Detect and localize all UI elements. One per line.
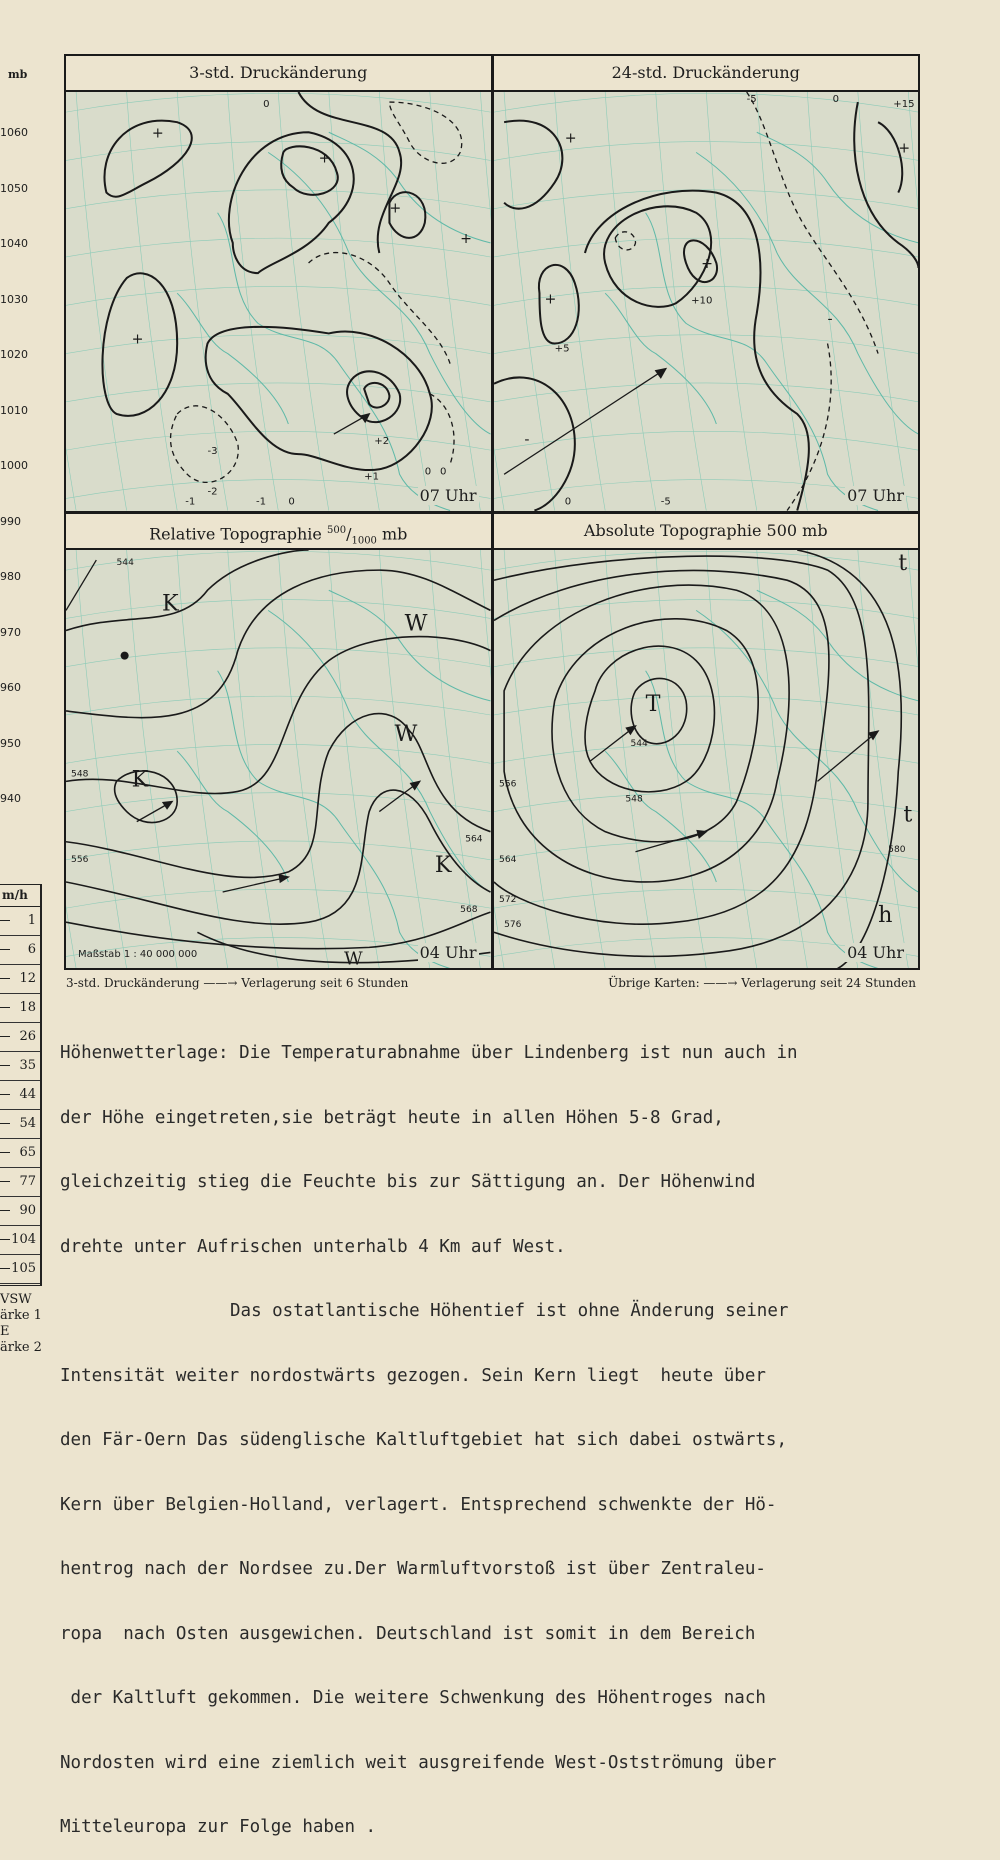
weather-map-grid bbox=[64, 54, 920, 970]
legend-left: 3-std. Druckänderung ——→ Verlagerung seit 6 Stunden bbox=[66, 976, 409, 990]
pressure-tick: 1040 bbox=[0, 237, 28, 250]
map-scale: Maßstab 1 : 40 000 000 bbox=[78, 949, 198, 960]
pressure-tick: 1060 bbox=[0, 126, 28, 139]
map-label: +2 bbox=[374, 436, 390, 448]
map-time: 04 Uhr bbox=[847, 943, 904, 962]
text-line: drehte unter Aufrischen unterhalb 4 Km auf West. bbox=[60, 1236, 566, 1257]
wind-scale-row: 1 bbox=[0, 907, 40, 936]
pressure-scale bbox=[0, 60, 46, 860]
text-line: Höhenwetterlage: Die Temperaturabnahme über Lindenberg ist nun auch in bbox=[60, 1043, 798, 1063]
map-panel-relative-topography bbox=[66, 514, 491, 969]
panel-title: 3-std. Druckänderung bbox=[66, 56, 491, 92]
map-label: + bbox=[544, 291, 556, 308]
wind-scale-row: 18 bbox=[0, 994, 40, 1023]
map-label: -1 bbox=[185, 496, 196, 508]
wind-legend-note bbox=[0, 1292, 42, 1356]
map-label: h bbox=[877, 901, 892, 928]
wind-scale-row: 105 bbox=[0, 1255, 40, 1284]
panel-title: Relative Topographie $^{500}/_{1000}$ mb bbox=[66, 514, 491, 550]
map-label: -1 bbox=[256, 496, 267, 508]
map-label: + bbox=[897, 140, 910, 157]
map-label: t bbox=[897, 549, 907, 576]
wind-scale-row: 90 bbox=[0, 1197, 40, 1226]
pressure-tick: 1000 bbox=[0, 459, 28, 472]
text-line: Das ostatlantische Höhentief ist ohne Änderung seiner bbox=[230, 1301, 789, 1321]
map-label: 564 bbox=[465, 834, 483, 845]
map-panel-3h-pressure-change bbox=[66, 56, 491, 511]
wind-scale-row: 77 bbox=[0, 1168, 40, 1197]
map-label: K bbox=[434, 851, 452, 878]
map-label: 556 bbox=[71, 854, 89, 865]
map-label: K bbox=[131, 765, 149, 792]
map-label: +10 bbox=[690, 295, 712, 307]
map-label: W bbox=[404, 610, 428, 636]
map-label: + bbox=[389, 200, 402, 217]
wind-scale-row: 54 bbox=[0, 1110, 40, 1139]
pressure-tick: 940 bbox=[0, 792, 21, 805]
pressure-tick: 1010 bbox=[0, 403, 28, 417]
wind-note-line: E bbox=[0, 1324, 10, 1339]
map-label: + bbox=[131, 331, 144, 348]
map-label: -5 bbox=[746, 94, 757, 106]
wind-scale-row: 35 bbox=[0, 1052, 40, 1081]
map-time: 07 Uhr bbox=[419, 485, 477, 505]
map-label: + bbox=[564, 130, 577, 147]
title-frac-num: 500 bbox=[326, 524, 347, 536]
map-absolute-topography bbox=[494, 550, 919, 969]
map-label: 572 bbox=[498, 894, 516, 905]
title-unit: mb bbox=[376, 523, 408, 543]
map-label: -3 bbox=[207, 446, 218, 458]
map-label: +1 bbox=[364, 471, 380, 483]
wind-scale-row: 12 bbox=[0, 965, 40, 994]
map-label: 0 bbox=[832, 94, 839, 106]
pressure-tick: 1050 bbox=[0, 181, 28, 195]
wind-scale-row: 104 bbox=[0, 1226, 40, 1255]
text-line: gleichzeitig stieg die Feuchte bis zur Sättigung an. Der Höhenwind bbox=[60, 1172, 756, 1192]
text-line: Nordosten wird eine ziemlich weit ausgreifende West-Ostströmung über bbox=[60, 1752, 777, 1773]
map-label: 564 bbox=[498, 854, 516, 865]
map-time: 04 Uhr bbox=[419, 943, 477, 962]
map-label: 556 bbox=[498, 778, 516, 789]
map-label: -2 bbox=[207, 486, 218, 498]
weather-report-text bbox=[60, 1000, 940, 1860]
map-label: W bbox=[394, 720, 418, 747]
panel-title: Absolute Topographie 500 mb bbox=[494, 514, 919, 550]
map-label: 548 bbox=[624, 794, 643, 804]
pressure-tick: 1020 bbox=[0, 348, 28, 361]
map-label: +5 bbox=[554, 343, 570, 355]
map-label: t bbox=[902, 801, 912, 828]
map-label: K bbox=[162, 589, 179, 616]
pressure-tick: 970 bbox=[0, 625, 21, 639]
pressure-tick: 1030 bbox=[0, 292, 28, 306]
map-label: 0 bbox=[263, 99, 270, 111]
map-label: 544 bbox=[629, 738, 648, 749]
legend-right: Übrige Karten: ——→ Verlagerung seit 24 Stunden bbox=[608, 976, 916, 990]
pressure-tick: 950 bbox=[0, 736, 21, 750]
map-time: 07 Uhr bbox=[847, 485, 904, 505]
map-panel-absolute-topography bbox=[494, 514, 919, 969]
pressure-tick: 990 bbox=[0, 514, 21, 528]
map-panel-24h-pressure-change bbox=[494, 56, 919, 511]
map-label: 0 bbox=[564, 496, 571, 508]
map-label: + bbox=[151, 125, 164, 142]
map-label: 568 bbox=[460, 904, 478, 915]
panel-title: 24-std. Druckänderung bbox=[494, 56, 919, 92]
map-label: 0 bbox=[424, 466, 432, 478]
text-line: Intensität weiter nordostwärts gezogen. Sein Kern liegt heute über bbox=[60, 1365, 766, 1386]
map-label: 548 bbox=[71, 768, 89, 779]
wind-note-line: VSW bbox=[0, 1292, 32, 1307]
wind-scale-header: m/h bbox=[0, 885, 40, 907]
map-relative-topography bbox=[66, 550, 491, 969]
map-label: 576 bbox=[503, 919, 521, 930]
map-label: +15 bbox=[892, 99, 915, 111]
pressure-unit: mb bbox=[8, 68, 28, 81]
map-label: -5 bbox=[660, 496, 671, 508]
title-main: Relative Topographie bbox=[149, 523, 327, 543]
map-label: 0 bbox=[439, 466, 447, 478]
map-label: 0 bbox=[288, 496, 295, 508]
wind-scale-row: 44 bbox=[0, 1081, 40, 1110]
wind-note-line: ärke 1 bbox=[0, 1308, 42, 1323]
map-label: 580 bbox=[887, 844, 906, 855]
wind-note-line: ärke 2 bbox=[0, 1340, 42, 1355]
text-line: ropa nach Osten ausgewichen. Deutschland ist somit in dem Bereich bbox=[60, 1623, 756, 1644]
map-label: 544 bbox=[116, 557, 134, 568]
map-24h-pressure bbox=[494, 92, 919, 511]
map-label: T bbox=[645, 690, 660, 717]
text-line: der Kaltluft gekommen. Die weitere Schwenkung des Höhentroges nach bbox=[60, 1688, 766, 1708]
map-label: W bbox=[343, 948, 363, 968]
map-label: - bbox=[523, 432, 529, 449]
pressure-tick: 980 bbox=[0, 570, 21, 583]
map-label: - bbox=[827, 311, 833, 328]
text-line: den Fär-Oern Das südenglische Kaltluftgebiet hat sich dabei ostwärts, bbox=[60, 1430, 787, 1450]
text-line: hentrog nach der Nordsee zu.Der Warmluftvorstoß ist über Zentraleu- bbox=[60, 1559, 766, 1579]
wind-scale-row: 6 bbox=[0, 936, 40, 965]
wind-scale bbox=[0, 884, 42, 1286]
map-label: + bbox=[460, 230, 473, 247]
wind-scale-row: 65 bbox=[0, 1139, 40, 1168]
wind-scale-row: 26 bbox=[0, 1023, 40, 1052]
pressure-tick: 960 bbox=[0, 681, 21, 694]
map-label: + bbox=[700, 256, 713, 273]
map-label: + bbox=[318, 150, 331, 167]
map-3h-pressure bbox=[66, 92, 491, 511]
text-line: Mitteleuropa zur Folge haben . bbox=[60, 1817, 377, 1837]
text-line: der Höhe eingetreten,sie beträgt heute in allen Höhen 5-8 Grad, bbox=[60, 1107, 724, 1128]
title-frac-den: 1000 bbox=[351, 535, 377, 547]
text-line: Kern über Belgien-Holland, verlagert. Entsprechend schwenkte der Hö- bbox=[60, 1494, 777, 1515]
